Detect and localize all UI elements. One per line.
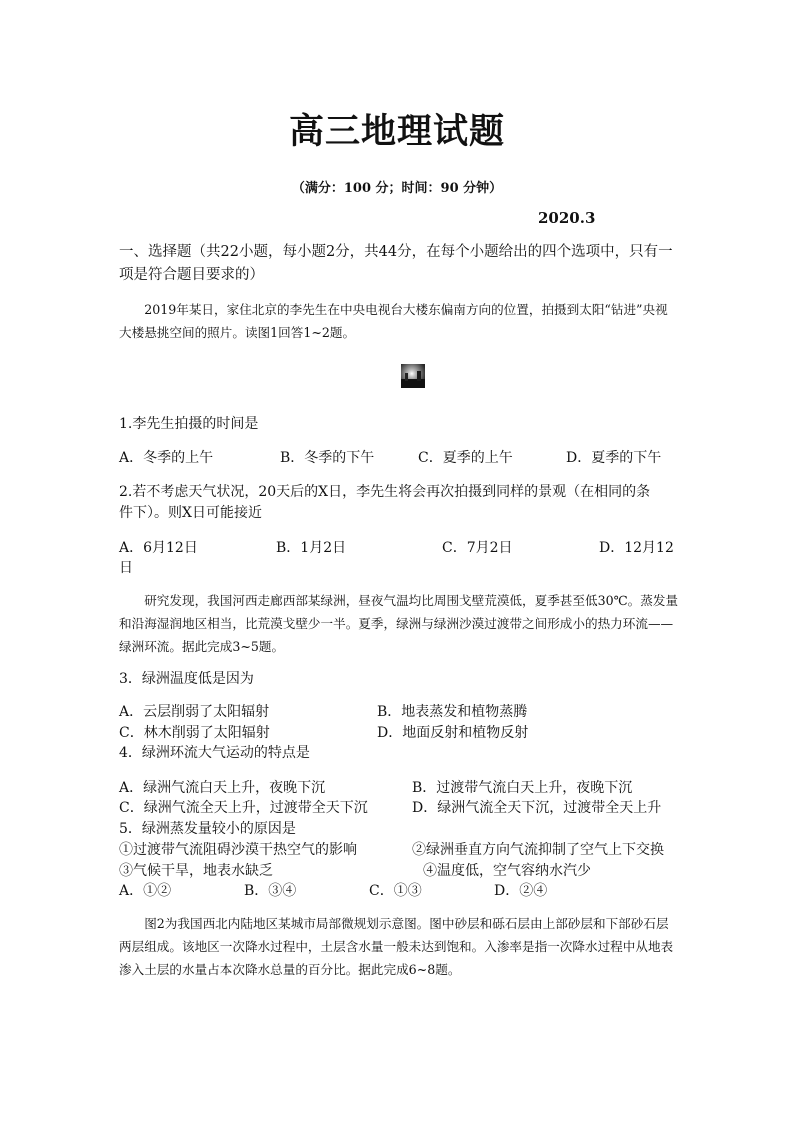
q5-option-a: A．①②	[119, 883, 172, 899]
passage-2: 研究发现，我国河西走廊西部某绿洲，昼夜气温均比周围戈壁荒漠低，夏季甚至低30℃。蒸发量和沿海湿润地区相当，比荒漠戈壁少一半。夏季，绿洲与绿洲沙漠过渡带之间形成小的热力环流——绿洲环流。据此完成3~5题。	[119, 593, 679, 654]
q2-option-c: C．7月2日	[442, 540, 513, 556]
q5-statement-1: ①过渡带气流阻碍沙漠干热空气的影响	[119, 842, 357, 858]
q4-option-b: B．过渡带气流白天上升，夜晚下沉	[412, 780, 633, 796]
q1-option-c: C．夏季的上午	[418, 450, 513, 466]
q2-option-d: D．12月12	[599, 540, 674, 556]
question-3-stem: 3．绿洲温度低是因为	[119, 671, 254, 687]
q2-option-a: A．6月12日	[119, 540, 198, 556]
q3-option-d: D．地面反射和植物反射	[377, 725, 529, 741]
exam-date: 2020.3	[538, 209, 596, 227]
question-4-stem: 4．绿洲环流大气运动的特点是	[119, 745, 310, 761]
q1-option-d: D．夏季的下午	[566, 450, 662, 466]
q3-option-c: C．林木削弱了太阳辐射	[119, 725, 270, 741]
q5-statement-2: ②绿洲垂直方向气流抑制了空气上下交换	[412, 842, 664, 858]
exam-info: （满分：100 分；时间：90 分钟）	[291, 181, 503, 196]
question-2-stem-line1: 2.若不考虑天气状况，20天后的X日，李先生将会再次拍摄到同样的景观（在相同的条	[119, 484, 651, 500]
page-title: 高三地理试题	[288, 111, 505, 152]
question-1-stem: 1.李先生拍摄的时间是	[119, 416, 259, 432]
figure-1-sun-photo	[401, 364, 425, 388]
q3-option-b: B．地表蒸发和植物蒸腾	[377, 704, 528, 720]
q4-option-d: D．绿洲气流全天下沉，过渡带全天上升	[412, 800, 662, 816]
passage-3: 图2为我国西北内陆地区某城市局部微规划示意图。图中砂层和砾石层由上部砂层和下部砂石层两层组成。该地区一次降水过程中，土层含水量一般未达到饱和。入渗率是指一次降水过程中从地表渗入土层的水量占本次降水总量的百分比。据此完成6~8题。	[119, 916, 674, 977]
q2-option-d-wrap: 日	[119, 560, 133, 576]
question-2-stem-line2: 件下）。则X日可能接近	[119, 505, 262, 521]
q5-option-d: D．②④	[494, 883, 548, 899]
question-5-stem: 5．绿洲蒸发量较小的原因是	[119, 821, 296, 837]
q5-statement-4: ④温度低，空气容纳水汽少	[423, 863, 591, 879]
q1-option-b: B．冬季的下午	[280, 450, 375, 466]
passage-1: 2019年某日，家住北京的李先生在中央电视台大楼东偏南方向的位置，拍摄到太阳“钻进”央视大楼悬挑空间的照片。读图1回答1~2题。	[119, 302, 668, 340]
q5-option-b: B．③④	[244, 883, 297, 899]
q3-option-a: A．云层削弱了太阳辐射	[119, 704, 270, 720]
q5-option-c: C．①③	[369, 883, 422, 899]
q2-option-b: B．1月2日	[276, 540, 347, 556]
q1-option-a: A．冬季的上午	[119, 450, 214, 466]
q4-option-a: A．绿洲气流白天上升，夜晚下沉	[119, 780, 326, 796]
section-heading: 一、选择题（共22小题，每小题2分，共44分，在每个小题给出的四个选项中，只有一项是符合题目要求的）	[119, 244, 673, 283]
q4-option-c: C．绿洲气流全天上升，过渡带全天下沉	[119, 800, 368, 816]
q5-statement-3: ③气候干旱，地表水缺乏	[119, 863, 273, 879]
